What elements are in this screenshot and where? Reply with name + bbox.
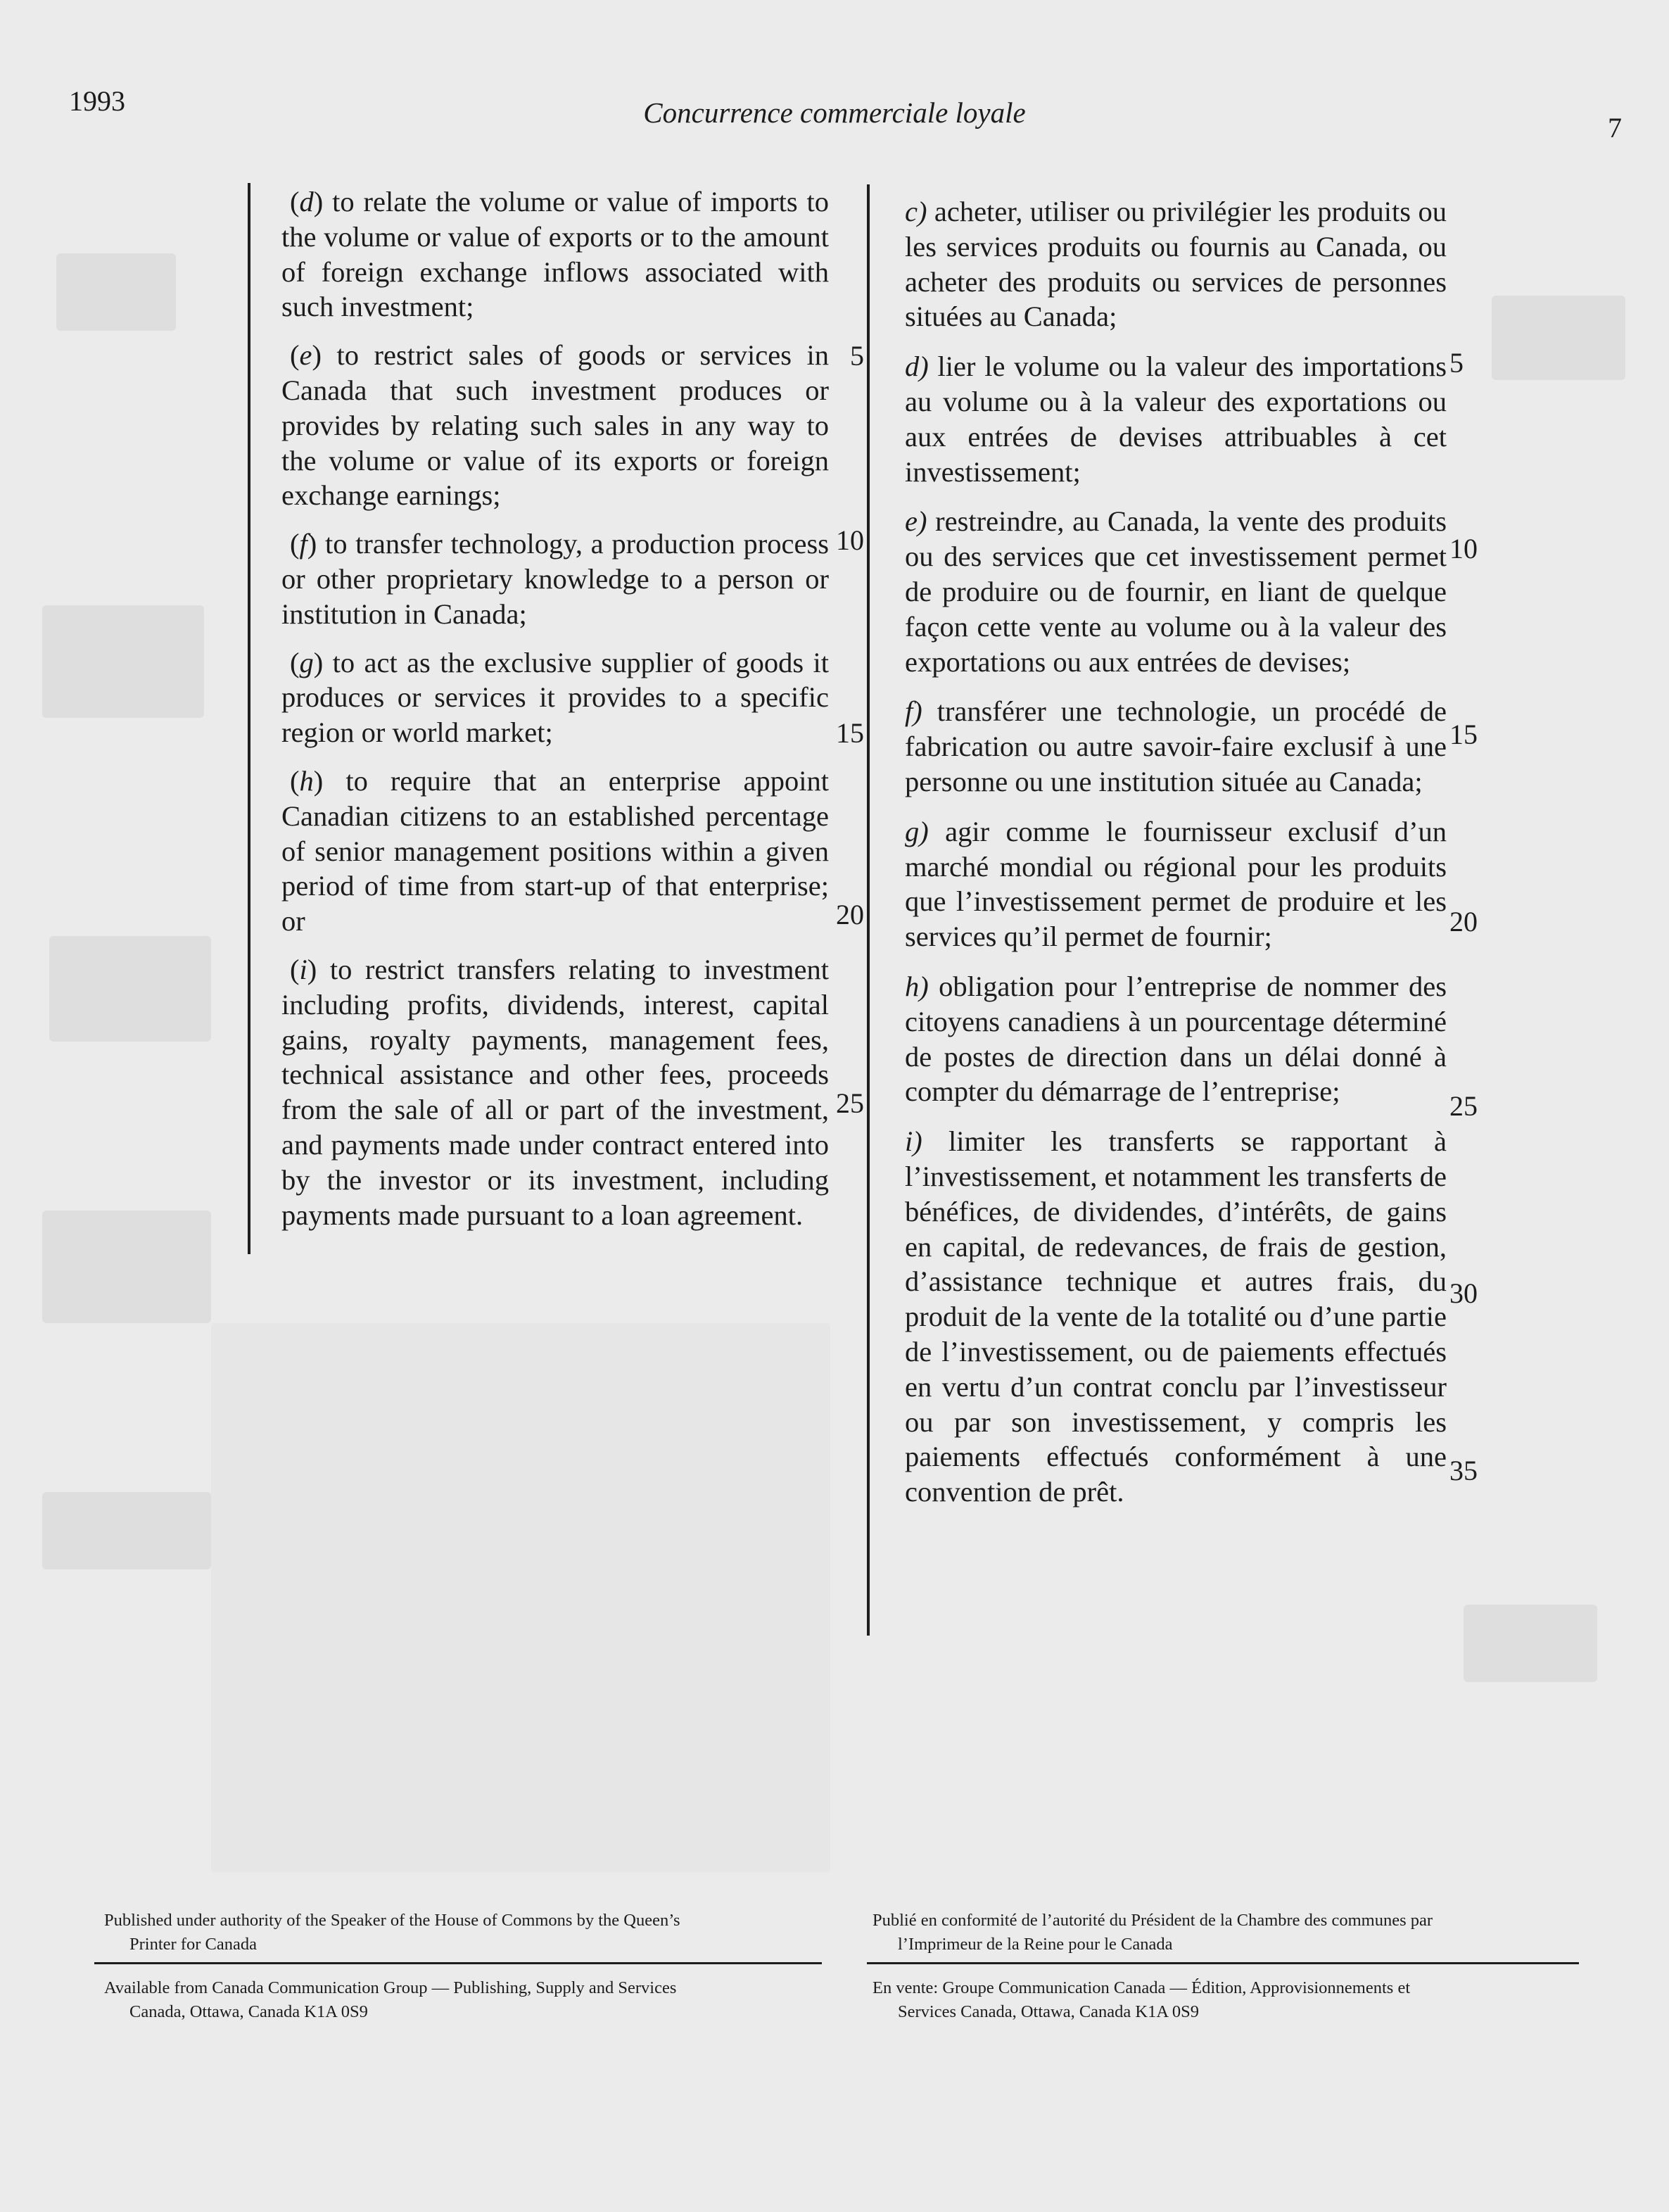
- paragraph-label: i: [299, 953, 307, 985]
- footer-rule-fr: [867, 1962, 1579, 1964]
- footer-published-fr: [872, 1909, 1590, 1957]
- english-paragraph-i: (i) to restrict transfers relating to investment including profits, dividends, interest, capital gains, royalty payments, management fees, technical assistance and other fees, proceeds from the sale of all or part of the investment, and payments made under contract entered into by the investor or its investment, including payments made pursuant to a loan agreement.: [281, 953, 829, 1231]
- left-margin-rule: [248, 183, 250, 1254]
- paragraph-label: g): [905, 815, 929, 847]
- paragraph-text: to require that an enterprise appoint Canadian citizens to an established percentage of senior management positions within a given period of time from start-up of that enterprise; or: [281, 764, 829, 937]
- french-column: [905, 194, 1447, 1524]
- paragraph-label: d: [299, 186, 314, 217]
- footer-line: Publié en conformité de l’autorité du Président de la Chambre des communes par: [872, 1911, 1433, 1930]
- english-line-number: 5: [850, 340, 864, 372]
- english-line-number: 25: [836, 1087, 864, 1119]
- header-year: 1993: [69, 85, 125, 117]
- french-line-number: 20: [1449, 906, 1478, 937]
- paragraph-text: limiter les transferts se rapportant à l’investissement, et notamment les transferts de bénéfices, de dividendes, d’intérêts, de gains en capital, de redevances, de frais de gestion, d’assistance technique et autres frais, du produit de la vente de la totalité ou d’une partie de l’investissement, ou de paiements effectués en vertu d’un contrat conclu par l’investisseur ou par son investissement, y compris les paiements effectués conformément à une convention de prêt.: [905, 1125, 1447, 1508]
- english-paragraph-e: (e) to restrict sales of goods or services in Canada that such investment produces or provides by relating such sales in any way to the volume or value of its exports or foreign exchange earnings;: [281, 339, 829, 512]
- english-line-number: 20: [836, 899, 864, 930]
- french-paragraph-d: [905, 349, 1447, 489]
- paragraph-label: g: [299, 646, 314, 678]
- column-divider-rule: [867, 184, 870, 1636]
- english-column: [281, 184, 829, 1246]
- english-paragraph-h: (h) to require that an enterprise appoint Canadian citizens to an established percentage of senior management positions within a given period of time from start-up of that enterprise; or: [281, 764, 829, 937]
- french-paragraph-g: [905, 814, 1447, 954]
- english-paragraph-d: (d) to relate the volume or value of imports to the volume or value of exports or to the amount of foreign exchange inflows associated with such investment;: [281, 186, 829, 323]
- paragraph-text: transférer une technologie, un procédé de fabrication ou autre savoir-faire exclusif à une personne ou une institution située au Canada;: [905, 695, 1447, 797]
- paragraph-label: d): [905, 350, 929, 383]
- french-paragraph-c: [905, 194, 1447, 334]
- paragraph-text: agir comme le fournisseur exclusif d’un marché mondial ou régional pour les produits que l’investissement permet de produire et les services qu’il permet de fournir;: [905, 815, 1447, 953]
- paragraph-label: c): [905, 196, 927, 227]
- footer-line: Printer for Canada: [129, 1935, 257, 1954]
- footer-line: Canada, Ottawa, Canada K1A 0S9: [129, 2002, 368, 2021]
- paragraph-text: restreindre, au Canada, la vente des produits ou des services que cet investissement permet de produire ou de fournir, en liant de quelque façon cette vente au volume ou à la valeur des exportations ou aux entrées de devises;: [905, 505, 1447, 678]
- french-paragraph-f: [905, 694, 1447, 799]
- english-paragraph-f: (f) to transfer technology, a production process or other proprietary knowledge to a person or institution in Canada;: [281, 528, 829, 630]
- paragraph-text: acheter, utiliser ou privilégier les produits ou les services produits ou fournis au Canada, ou acheter des produits ou services de personnes situées au Canada;: [905, 196, 1447, 333]
- french-line-number: 30: [1449, 1277, 1478, 1309]
- footer-rule-en: [94, 1962, 822, 1964]
- paragraph-text: lier le volume ou la valeur des importations au volume ou à la valeur des exportations ou aux entrées de devises attribuables à cet investissement;: [905, 350, 1447, 488]
- paragraph-text: to relate the volume or value of imports to the volume or value of exports or to the amount of foreign exchange inflows associated with such investment;: [281, 186, 829, 323]
- paragraph-text: to act as the exclusive supplier of goods it produces or services it provides to a specific region or world market;: [281, 646, 829, 749]
- footer-line: En vente: Groupe Communication Canada — Édition, Approvisionnements et: [872, 1978, 1411, 1997]
- footer-available-en: [104, 1976, 822, 2024]
- french-line-number: 10: [1449, 533, 1478, 564]
- paragraph-label: h): [905, 970, 929, 1002]
- paragraph-label: i): [905, 1125, 922, 1158]
- footer-published-en: [104, 1909, 822, 1957]
- paragraph-text: to restrict transfers relating to investment including profits, dividends, interest, capital gains, royalty payments, management fees, technical assistance and other fees, proceeds from the sale of all or part of the investment, and payments made under contract entered into by the investor or its investment, including payments made pursuant to a loan agreement.: [281, 953, 829, 1231]
- french-line-number: 35: [1449, 1455, 1478, 1486]
- paragraph-text: to transfer technology, a production process or other proprietary knowledge to a person or institution in Canada;: [281, 528, 829, 630]
- footer-line: Services Canada, Ottawa, Canada K1A 0S9: [898, 2002, 1199, 2021]
- page-number: 7: [1608, 112, 1622, 144]
- english-line-number: 15: [836, 717, 864, 749]
- paragraph-label: e: [299, 339, 312, 372]
- french-paragraph-i: [905, 1124, 1447, 1510]
- footer-line: l’Imprimeur de la Reine pour le Canada: [898, 1935, 1173, 1954]
- french-line-number: 5: [1449, 347, 1464, 379]
- paragraph-label: e): [905, 505, 927, 538]
- footer-available-fr: [872, 1976, 1590, 2024]
- paragraph-text: obligation pour l’entreprise de nommer des citoyens canadiens à un pourcentage déterminé de postes de direction dans un délai donné à compter du démarrage de l’entreprise;: [905, 970, 1447, 1108]
- french-paragraph-h: [905, 969, 1447, 1109]
- english-line-number: 10: [836, 524, 864, 556]
- footer-line: Available from Canada Communication Group — Publishing, Supply and Services: [104, 1978, 677, 1997]
- french-line-number: 25: [1449, 1090, 1478, 1122]
- french-paragraph-e: [905, 504, 1447, 679]
- english-paragraph-g: (g) to act as the exclusive supplier of goods it produces or services it provides to a specific region or world market;: [281, 646, 829, 749]
- paragraph-label: f): [905, 695, 922, 728]
- header-title: Concurrence commerciale loyale: [643, 96, 1026, 129]
- paragraph-label: f: [299, 528, 307, 560]
- paragraph-label: h: [299, 764, 314, 797]
- paragraph-text: to restrict sales of goods or services in Canada that such investment produces or provides by relating such sales in any way to the volume or value of its exports or foreign exchange earnings;: [281, 339, 829, 512]
- french-line-number: 15: [1449, 719, 1478, 750]
- footer-line: Published under authority of the Speaker of the House of Commons by the Queen’s: [104, 1911, 680, 1930]
